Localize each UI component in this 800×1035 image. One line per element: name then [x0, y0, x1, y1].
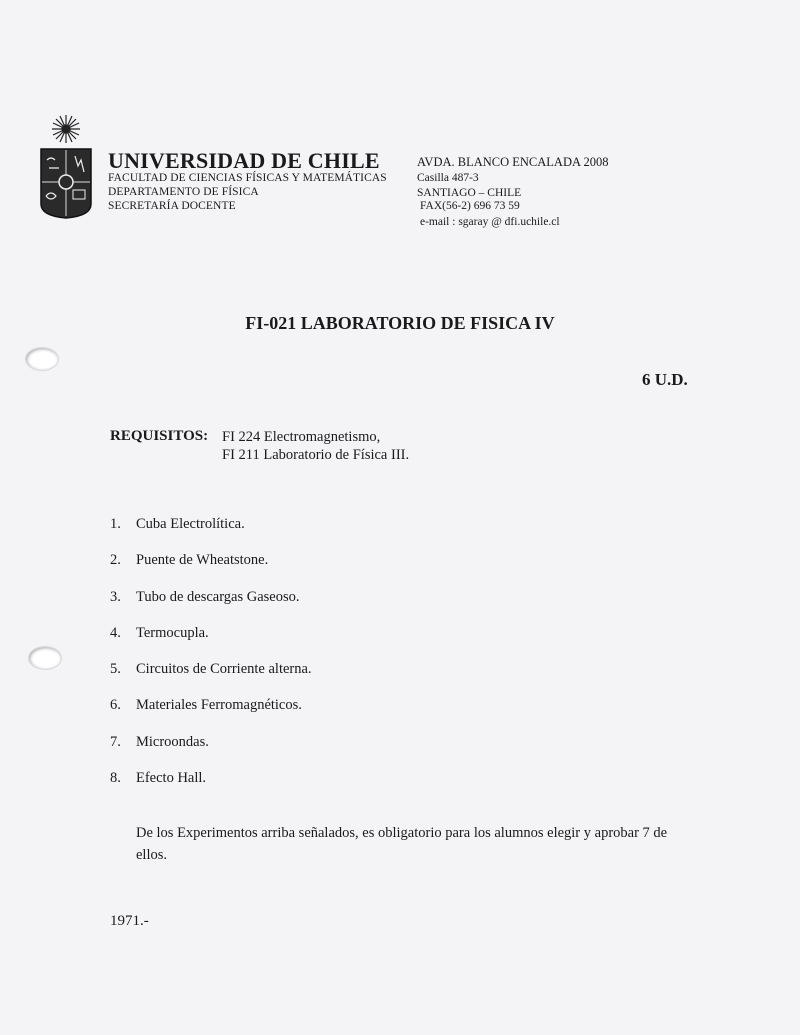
item-number: 2.: [110, 552, 121, 569]
list-item: [110, 661, 312, 697]
item-label: Materiales Ferromagnéticos.: [136, 697, 302, 714]
list-item: [110, 734, 312, 770]
university-seal-icon: [37, 112, 95, 220]
item-number: 7.: [110, 733, 121, 750]
experiment-list: [110, 516, 312, 806]
item-number: 1.: [110, 516, 121, 532]
requirement-item: FI 224 Electromagnetismo,: [222, 429, 381, 445]
address-email: e-mail : sgaray @ dfi.uchile.cl: [420, 216, 560, 228]
document-date: 1971.-: [110, 913, 149, 929]
item-number: 5.: [110, 661, 121, 678]
item-number: 3.: [110, 588, 121, 605]
list-item: [110, 625, 312, 661]
item-label: Circuitos de Corriente alterna.: [136, 661, 312, 678]
item-label: Efecto Hall.: [136, 770, 207, 787]
item-number: 8.: [110, 770, 121, 787]
list-item: [110, 697, 312, 733]
list-item: [110, 589, 312, 625]
item-label: Microondas.: [136, 733, 209, 750]
list-item: [110, 552, 312, 588]
address-box: Casilla 487-3: [417, 172, 479, 184]
punch-hole-bottom: [28, 646, 62, 670]
list-item: [110, 516, 312, 552]
item-label: Tubo de descargas Gaseoso.: [136, 588, 300, 605]
punch-hole-top: [25, 347, 59, 371]
item-number: 4.: [110, 624, 121, 641]
department-name: DEPARTAMENTO DE FÍSICA: [108, 186, 259, 198]
university-name: UNIVERSIDAD DE CHILE: [108, 148, 380, 173]
address-street: AVDA. BLANCO ENCALADA 2008: [417, 155, 609, 169]
item-label: Puente de Wheatstone.: [136, 552, 269, 569]
office-name: SECRETARÍA DOCENTE: [108, 200, 236, 212]
list-item: [110, 770, 312, 806]
item-number: 6.: [110, 697, 121, 714]
item-label: Cuba Electrolítica.: [136, 516, 245, 532]
requirement-note: De los Experimentos arriba señalados, es obligatorio para los alumnos elegir y aprobar 7 de ellos.: [136, 825, 668, 863]
requirement-item: FI 211 Laboratorio de Física III.: [222, 447, 410, 463]
address-fax: FAX(56-2) 696 73 59: [420, 200, 520, 212]
course-units: 6 U.D.: [642, 370, 688, 389]
course-title: FI-021 LABORATORIO DE FISICA IV: [245, 313, 555, 333]
faculty-name: FACULTAD DE CIENCIAS FÍSICAS Y MATEMÁTICAS: [108, 172, 387, 184]
item-label: Termocupla.: [136, 624, 209, 641]
address-city: SANTIAGO – CHILE: [417, 187, 522, 199]
requirements-label: REQUISITOS:: [110, 428, 209, 444]
